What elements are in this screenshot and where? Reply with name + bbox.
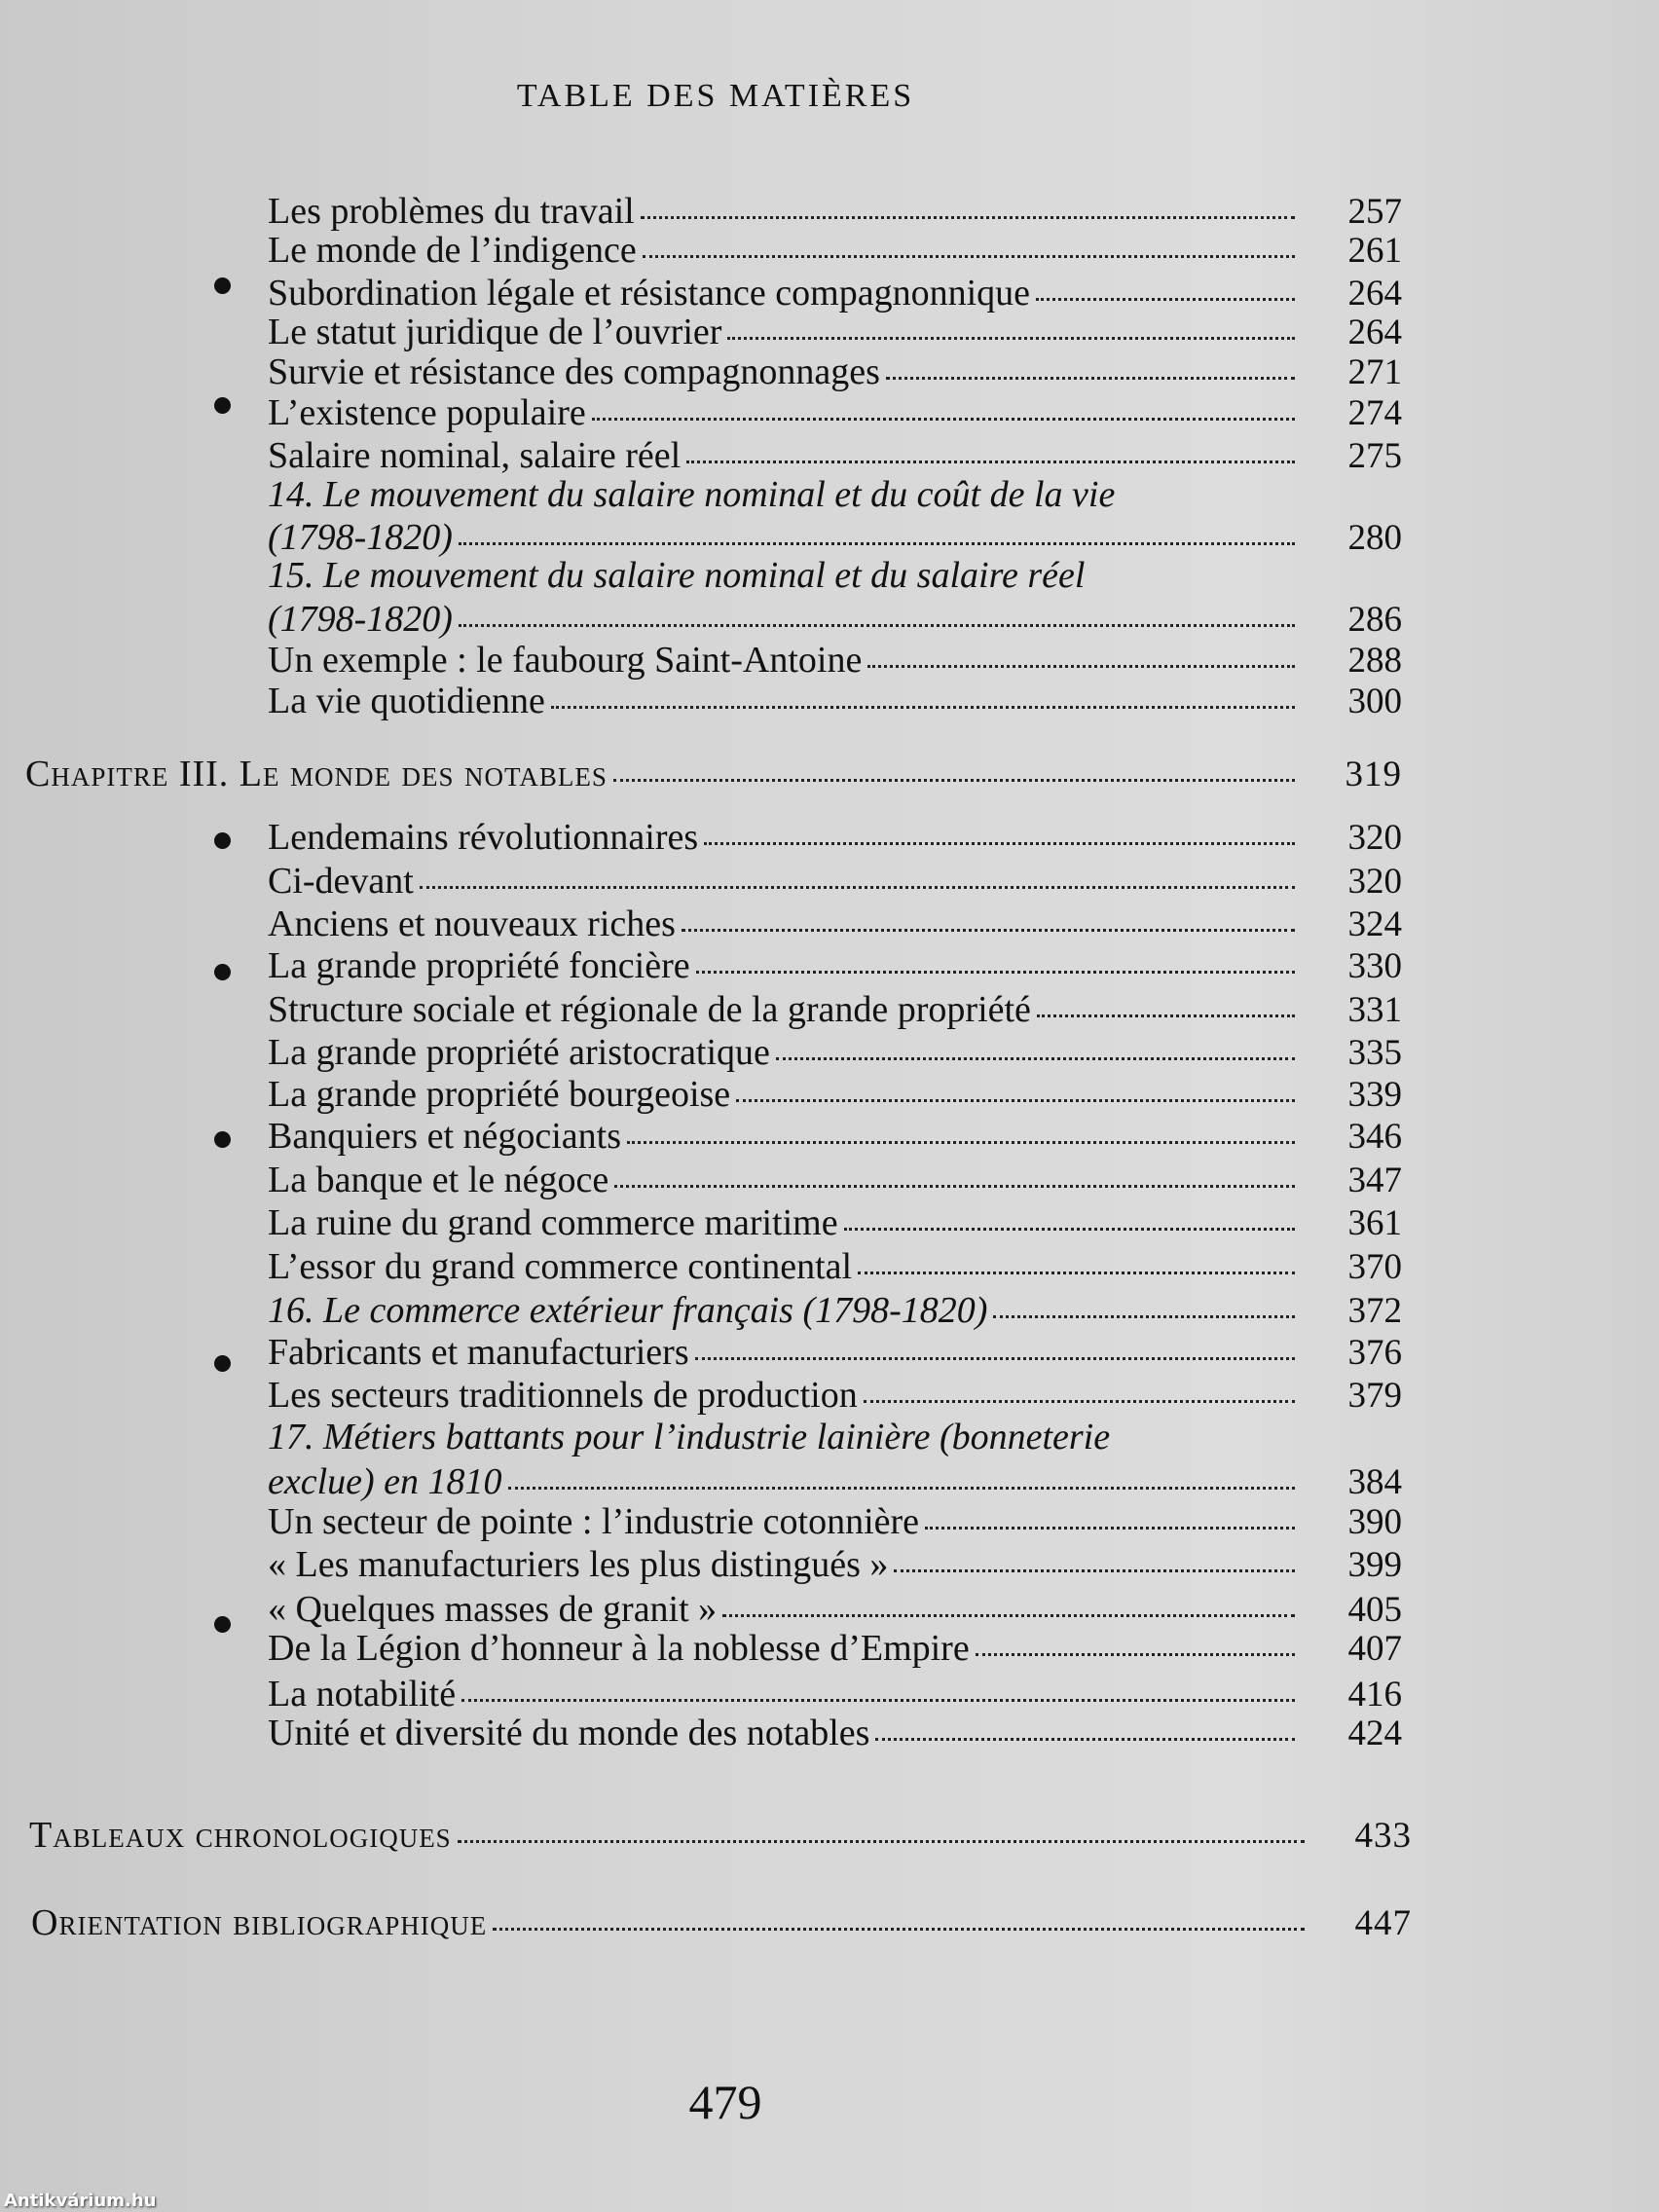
dot-leader [551,706,1295,709]
bullet-icon [214,1616,231,1633]
entry-label: Salaire nominal, salaire réel [268,435,682,476]
entry-label: « Les manufacturiers les plus distingués » [268,1544,889,1585]
entry-label: De la Légion d’honneur à la noblesse d’Empire [268,1628,970,1669]
entry-page: 264 [1347,313,1402,352]
toc-entry [268,815,1402,860]
dot-leader [704,842,1295,845]
entry-label: Unité et diversité du monde des notables [268,1713,870,1753]
entry-label: Banquiers et négociants [268,1116,622,1157]
section-label: Orientation bibliographique [31,1902,488,1943]
toc-entry [268,638,1402,682]
bullet-icon [214,964,231,980]
dot-leader [459,542,1295,545]
entry-page: 384 [1347,1462,1402,1502]
entry-page: 324 [1347,904,1402,944]
entry-page: 339 [1347,1075,1402,1115]
toc-entry [268,228,1402,273]
entry-page: 424 [1347,1714,1402,1753]
toc-entry [268,1711,1402,1755]
entry-page: 264 [1347,274,1402,313]
section-label: Tableaux chronologiques [29,1815,452,1856]
dot-leader [736,1099,1295,1102]
toc-entry [268,1244,1402,1289]
entry-page: 376 [1347,1333,1402,1373]
toc-entry-table [268,472,1295,517]
toc-entry [268,1158,1402,1202]
entry-page: 399 [1347,1545,1402,1585]
toc-entry-table-cont [268,1459,1402,1504]
bullet-icon [214,1131,231,1148]
entry-label: La banque et le négoce [268,1160,609,1200]
toc-entry-table [268,553,1295,598]
dot-leader [886,377,1295,380]
toc-entry [268,679,1402,723]
dot-leader [508,1487,1295,1490]
dot-leader [686,461,1295,463]
dot-leader [1036,298,1295,301]
page-title: TABLE DES MATIÈRES [516,78,915,114]
entry-page: 433 [1354,1816,1412,1856]
entry-page: 335 [1347,1033,1402,1073]
dot-leader [727,337,1295,340]
entry-label: Un secteur de pointe : l’industrie cotonnière [268,1501,920,1542]
bullet-icon [214,397,231,414]
bullet-icon [214,832,231,849]
dot-leader [458,1840,1305,1843]
toc-entry [268,310,1402,354]
dot-leader [867,665,1295,668]
toc-section [31,1900,1412,1945]
entry-page: 416 [1347,1675,1402,1714]
toc-entry [268,1114,1402,1159]
entry-label: La notabilité [268,1674,457,1714]
entry-label: Ci-devant [268,861,414,902]
dot-leader [493,1928,1305,1931]
entry-label-cont: (1798-1820) [268,517,453,558]
entry-page: 320 [1347,862,1402,902]
watermark: Antikvárium.hu [4,2191,157,2211]
entry-page: 405 [1347,1590,1402,1630]
dot-leader [682,929,1295,932]
entry-label: L’existence populaire [268,392,586,433]
entry-page: 379 [1347,1376,1402,1416]
entry-page: 346 [1347,1117,1402,1157]
dot-leader [459,624,1295,627]
entry-label: L’essor du grand commerce continental [268,1246,853,1287]
dot-leader [420,886,1295,889]
entry-page: 275 [1347,436,1402,476]
entry-label: Lendemains révolutionnaires [268,817,699,858]
entry-page: 286 [1347,600,1402,640]
toc-chapter [25,752,1402,796]
dot-leader [722,1614,1295,1617]
entry-label: 14. Le mouvement du salaire nominal et du coût de la vie [268,474,1116,515]
dot-leader [695,1357,1295,1360]
entry-page: 319 [1345,755,1402,794]
dot-leader [875,1738,1295,1741]
toc-entry [268,350,1402,394]
entry-page: 331 [1347,990,1402,1030]
entry-page: 390 [1347,1502,1402,1542]
entry-label: Fabricants et manufacturiers [268,1332,689,1373]
entry-label: Structure sociale et régionale de la grande propriété [268,989,1031,1030]
toc-entry [268,943,1402,988]
entry-label: La grande propriété bourgeoise [268,1074,731,1115]
dot-leader [844,1228,1295,1231]
entry-page: 257 [1347,192,1402,232]
toc-entry [268,1499,1402,1544]
bullet-icon [214,277,231,294]
entry-label: Les secteurs traditionnels de production [268,1375,858,1416]
toc-entry [268,987,1402,1032]
entry-page: 372 [1347,1291,1402,1331]
entry-page: 407 [1347,1629,1402,1669]
entry-label: « Quelques masses de granit » [268,1589,718,1630]
entry-page: 330 [1347,946,1402,986]
dot-leader [696,971,1295,974]
entry-page: 280 [1347,518,1402,558]
entry-label: La grande propriété foncière [268,945,690,986]
dot-leader [592,418,1295,421]
entry-label-cont: exclue) en 1810 [268,1461,502,1502]
dot-leader [858,1272,1295,1274]
toc-entry [268,1030,1402,1075]
page-number: 479 [688,2075,762,2129]
dot-leader [1037,1014,1295,1017]
entry-page: 370 [1347,1247,1402,1287]
toc-entry [268,1626,1402,1671]
entry-page: 274 [1347,393,1402,433]
dot-leader [776,1057,1295,1060]
entry-page: 300 [1347,682,1402,721]
entry-label: Subordination légale et résistance compagnonnique [268,273,1030,313]
entry-label: La ruine du grand commerce maritime [268,1202,838,1243]
entry-label: Le statut juridique de l’ouvrier [268,312,722,352]
entry-label: La grande propriété aristocratique [268,1032,770,1073]
dot-leader [976,1653,1295,1656]
entry-label-cont: (1798-1820) [268,599,453,640]
toc-entry-table [268,1288,1402,1333]
toc-entry [268,1542,1402,1587]
entry-label: Le monde de l’indigence [268,230,637,271]
toc-entry [268,859,1402,903]
toc-entry [268,1200,1402,1245]
dot-leader [864,1400,1295,1403]
dot-leader [613,779,1295,782]
toc-entry [268,1330,1402,1375]
dot-leader [643,255,1295,258]
entry-page: 361 [1347,1203,1402,1243]
dot-leader [627,1141,1295,1144]
toc-entry [268,1373,1402,1418]
entry-page: 320 [1347,818,1402,858]
toc-section [29,1813,1412,1858]
toc-entry-table [268,1415,1305,1459]
dot-leader [614,1185,1295,1188]
entry-page: 447 [1354,1903,1412,1943]
entry-page: 261 [1347,231,1402,271]
dot-leader [993,1315,1295,1318]
dot-leader [894,1569,1295,1572]
bullet-icon [214,1355,231,1372]
toc-entry [268,390,1402,435]
toc-entry-table-cont [268,597,1402,642]
dot-leader [925,1527,1295,1530]
entry-page: 288 [1347,641,1402,681]
toc-entry [268,1072,1402,1117]
dot-leader [461,1699,1295,1702]
entry-label: 16. Le commerce extérieur français (1798-1820) [268,1290,988,1331]
entry-label: 17. Métiers battants pour l’industrie lainière (bonneterie [268,1417,1111,1457]
entry-label: Un exemple : le faubourg Saint-Antoine [268,640,863,681]
entry-page: 271 [1347,352,1402,392]
entry-label: Les problèmes du travail [268,191,635,232]
chapter-label: Chapitre III. Le monde des notables [25,754,608,794]
dot-leader [641,216,1295,219]
entry-label: La vie quotidienne [268,681,545,721]
entry-page: 347 [1347,1161,1402,1200]
toc-entry [268,902,1402,946]
entry-label: 15. Le mouvement du salaire nominal et du salaire réel [268,555,1086,596]
entry-label: Anciens et nouveaux riches [268,903,676,944]
entry-label: Survie et résistance des compagnonnages [268,351,880,392]
